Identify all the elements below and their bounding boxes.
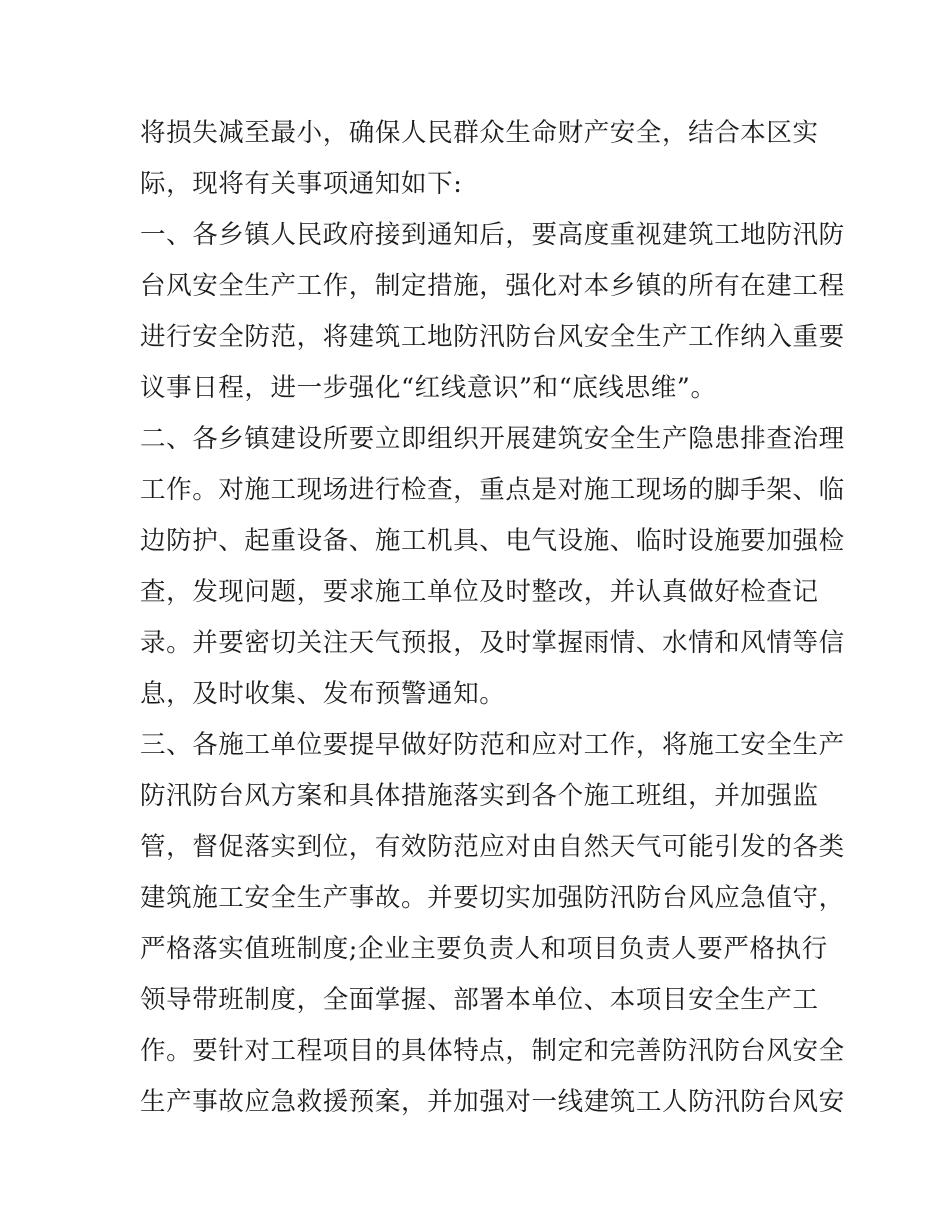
text-line: 录。并要密切关注天气预报，及时掌握雨情、水情和风情等信 [140, 628, 845, 658]
text-line: 生产事故应急救援预案，并加强对一线建筑工人防汛防台风安 [140, 1087, 845, 1117]
text-line: 防汛防台风方案和具体措施落实到各个施工班组，并加强监 [140, 781, 819, 811]
text-line: 二、各乡镇建设所要立即组织开展建筑安全生产隐患排查治理 [140, 424, 845, 454]
text-line: 领导带班制度，全面掌握、部署本单位、本项目安全生产工 [140, 985, 819, 1015]
text-line: 查，发现问题，要求施工单位及时整改，并认真做好检查记 [140, 577, 819, 607]
text-line: 台风安全生产工作，制定措施，强化对本乡镇的所有在建工程 [140, 271, 845, 301]
text-line: 际，现将有关事项通知如下: [140, 169, 463, 199]
text-line: 边防护、起重设备、施工机具、电气设施、临时设施要加强检 [140, 526, 845, 556]
text-line: 三、各施工单位要提早做好防范和应对工作，将施工安全生产 [140, 730, 845, 760]
text-line: 将损失减至最小，确保人民群众生命财产安全，结合本区实 [140, 118, 819, 148]
text-line: 一、各乡镇人民政府接到通知后，要高度重视建筑工地防汛防 [140, 220, 845, 250]
text-line: 建筑施工安全生产事故。并要切实加强防汛防台风应急值守， [140, 883, 845, 913]
text-line: 议事日程，进一步强化“红线意识”和“底线思维”。 [140, 373, 717, 403]
text-line: 管，督促落实到位，有效防范应对由自然天气可能引发的各类 [140, 832, 845, 862]
text-line: 工作。对施工现场进行检查，重点是对施工现场的脚手架、临 [140, 475, 845, 505]
text-line: 息，及时收集、发布预警通知。 [140, 679, 506, 709]
document-body [140, 108, 845, 1128]
text-line: 作。要针对工程项目的具体特点，制定和完善防汛防台风安全 [140, 1036, 845, 1066]
text-line: 进行安全防范，将建筑工地防汛防台风安全生产工作纳入重要 [140, 322, 845, 352]
text-line: 严格落实值班制度;企业主要负责人和项目负责人要严格执行 [140, 934, 828, 964]
